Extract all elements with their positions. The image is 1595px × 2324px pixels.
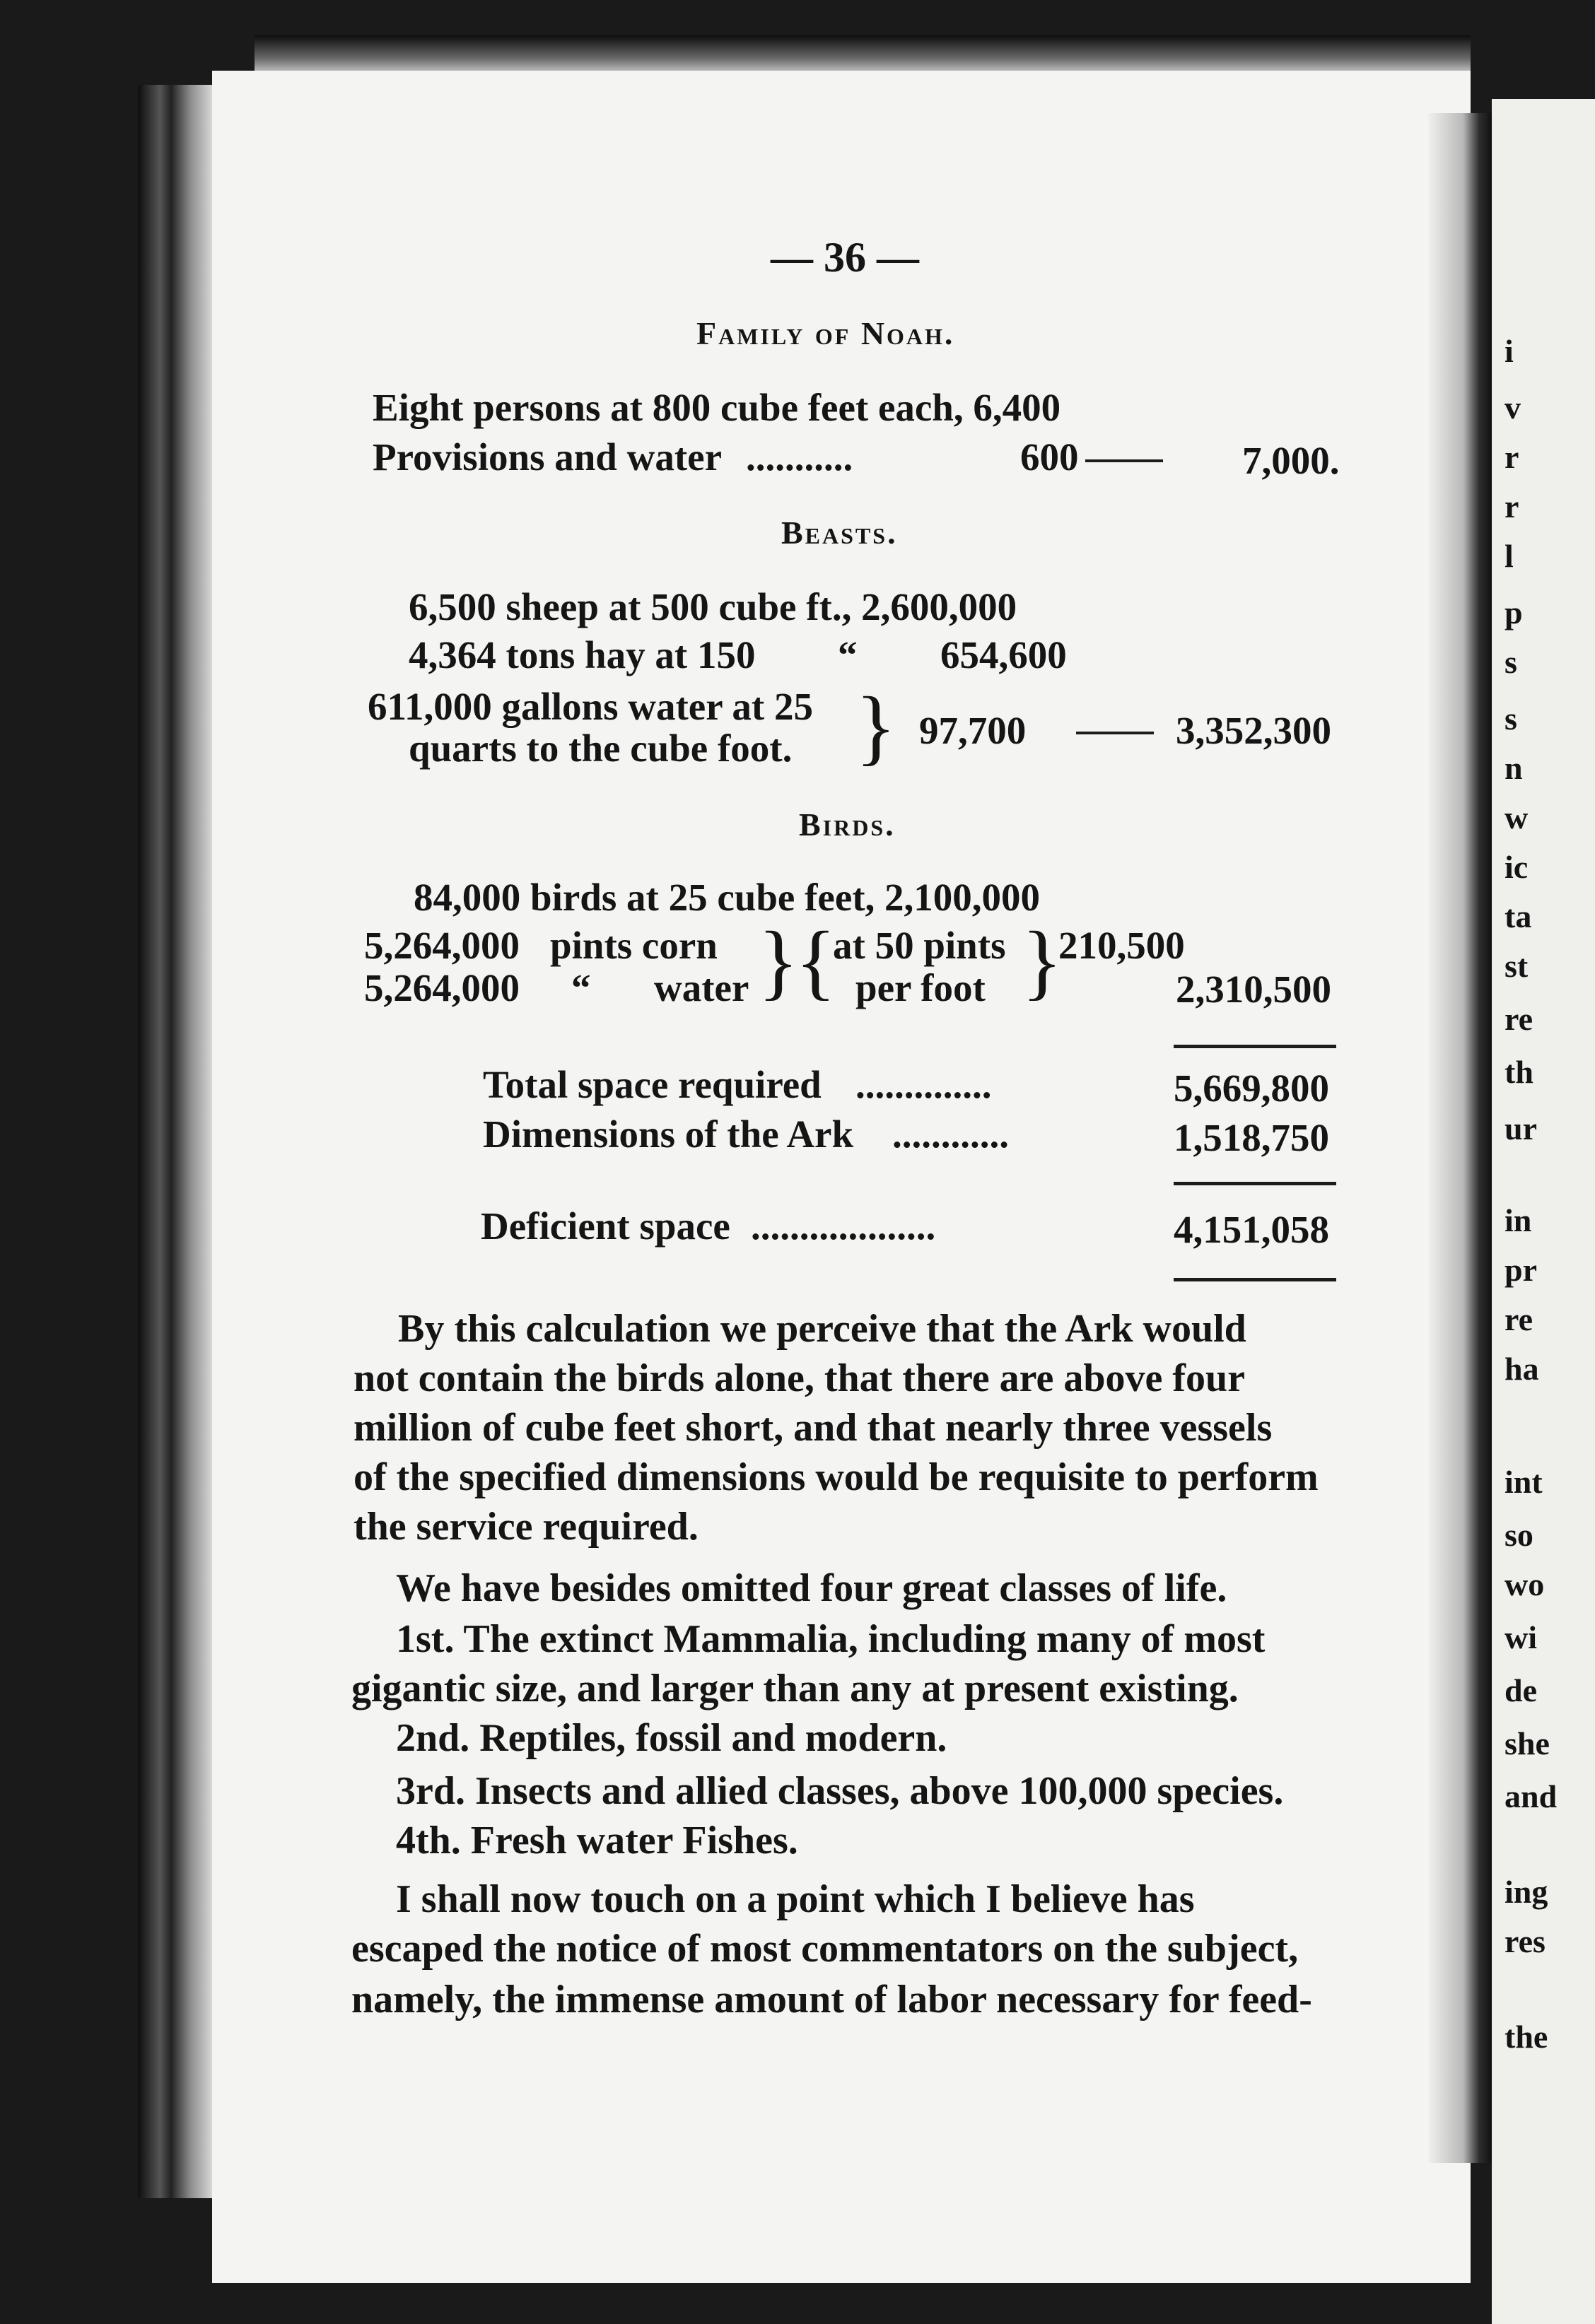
list-item: 2nd. Reptiles, fossil and modern. xyxy=(396,1716,947,1760)
right-brace: } xyxy=(758,914,799,1008)
facing-page-text-fragment: st xyxy=(1505,948,1529,984)
facing-page-text-fragment: wi xyxy=(1505,1619,1537,1655)
family-total: 7,000. xyxy=(1242,439,1340,482)
birds-line-2-qty: 5,264,000 xyxy=(364,924,520,967)
facing-page-text-fragment: s xyxy=(1505,700,1517,736)
total-rule xyxy=(1174,1045,1336,1048)
section-heading-beasts: Beasts. xyxy=(781,515,898,551)
deficient-dots: ................... xyxy=(751,1204,936,1248)
family-line-2-dots: ........... xyxy=(746,435,853,479)
facing-page-text-fragment: re xyxy=(1505,1301,1533,1337)
facing-page-text-fragment: i xyxy=(1505,333,1514,369)
paragraph-line: namely, the immense amount of labor necessary for feed- xyxy=(351,1978,1312,2021)
beasts-line-1: 6,500 sheep at 500 cube ft., 2,600,000 xyxy=(409,585,1017,628)
facing-page-text-fragment: ta xyxy=(1505,898,1532,934)
birds-line-2-item: pints corn xyxy=(550,924,718,967)
facing-page-text-fragment: in xyxy=(1505,1202,1532,1238)
birds-total: 2,310,500 xyxy=(1176,968,1331,1011)
list-item: 1st. The extinct Mammalia, including many of most xyxy=(396,1617,1266,1661)
facing-page-text-fragment: w xyxy=(1505,799,1529,835)
list-item: 3rd. Insects and allied classes, above 100,000 species. xyxy=(396,1769,1284,1813)
paragraph-line: We have besides omitted four great classes of life. xyxy=(396,1566,1227,1610)
birds-line-3-item: water xyxy=(654,966,749,1009)
right-brace: } xyxy=(855,679,896,773)
beasts-line-3b: quarts to the cube foot. xyxy=(409,727,793,770)
facing-page-text-fragment: n xyxy=(1505,750,1523,786)
facing-page-text-fragment: ing xyxy=(1505,1874,1548,1910)
facing-page-text-fragment: p xyxy=(1505,594,1523,630)
facing-page-text-fragment: ic xyxy=(1505,849,1529,885)
section-heading-family: Family of Noah. xyxy=(696,315,955,351)
facing-page-text-fragment: ur xyxy=(1505,1110,1537,1146)
birds-line-3-qty: 5,264,000 xyxy=(364,966,520,1009)
facing-page-text-fragment: int xyxy=(1505,1464,1543,1500)
facing-page-text-fragment: and xyxy=(1505,1778,1558,1814)
deficient-rule-bottom xyxy=(1174,1278,1336,1281)
paragraph-line: not contain the birds alone, that there are above four xyxy=(354,1356,1245,1400)
paragraph-line: escaped the notice of most commentators on the subject, xyxy=(351,1927,1299,1971)
list-item: 4th. Fresh water Fishes. xyxy=(396,1819,798,1862)
facing-page-text-fragment: r xyxy=(1505,488,1519,524)
paragraph-line: of the specified dimensions would be requisite to perform xyxy=(354,1455,1319,1499)
birds-line-2-value: 210,500 xyxy=(1058,924,1185,967)
facing-page-text-fragment: re xyxy=(1505,1001,1533,1037)
total-required-dots: .............. xyxy=(855,1063,992,1106)
beasts-line-3-value: 97,700 xyxy=(919,709,1027,752)
facing-page-text-fragment: she xyxy=(1505,1725,1550,1761)
paragraph-line: I shall now touch on a point which I believe has xyxy=(396,1877,1195,1921)
family-dash xyxy=(1085,459,1163,462)
dimensions-value: 1,518,750 xyxy=(1174,1116,1329,1159)
facing-page-text-fragment: res xyxy=(1505,1923,1546,1959)
family-line-1: Eight persons at 800 cube feet each, 6,400 xyxy=(373,386,1061,429)
facing-page-text-fragment: th xyxy=(1505,1054,1533,1090)
facing-page-text-fragment: pr xyxy=(1505,1252,1537,1288)
beasts-line-3a: 611,000 gallons water at 25 xyxy=(368,685,813,728)
facing-page-text-fragment: the xyxy=(1505,2019,1548,2055)
beasts-line-2-ditto: “ xyxy=(838,633,858,676)
beasts-line-2-value: 654,600 xyxy=(940,633,1067,676)
facing-page-text-fragment: de xyxy=(1505,1672,1537,1708)
facing-page-text-fragment: r xyxy=(1505,439,1519,475)
facing-page-text-fragment: so xyxy=(1505,1517,1533,1553)
deficient-rule-top xyxy=(1174,1182,1336,1185)
right-brace: } xyxy=(1022,914,1063,1008)
facing-page-text-fragment: l xyxy=(1505,538,1514,574)
family-line-2-value: 600 xyxy=(1020,435,1079,479)
left-brace: { xyxy=(795,914,836,1008)
paragraph-line: million of cube feet short, and that nearly three vessels xyxy=(354,1406,1273,1450)
birds-line-3-rate: per foot xyxy=(855,966,986,1009)
paragraph-line: the service required. xyxy=(354,1505,699,1549)
family-line-2-label: Provisions and water xyxy=(373,435,723,479)
facing-page-text-fragment: wo xyxy=(1505,1566,1545,1602)
beasts-dash xyxy=(1076,732,1154,734)
book-gutter xyxy=(1428,113,1492,2163)
page-top-edge xyxy=(255,35,1471,74)
paragraph-line: By this calculation we perceive that the Ark would xyxy=(398,1307,1246,1351)
total-required-value: 5,669,800 xyxy=(1174,1067,1329,1110)
facing-page-text-fragment: ha xyxy=(1505,1351,1539,1387)
page-number: — 36 — xyxy=(771,234,919,281)
section-heading-birds: Birds. xyxy=(799,806,896,843)
deficient-value: 4,151,058 xyxy=(1174,1208,1329,1251)
birds-line-1: 84,000 birds at 25 cube feet, 2,100,000 xyxy=(414,876,1041,919)
total-required-label: Total space required xyxy=(483,1063,822,1106)
beasts-line-2: 4,364 tons hay at 150 xyxy=(409,633,756,676)
dimensions-dots: ............ xyxy=(892,1113,1009,1156)
beasts-total: 3,352,300 xyxy=(1176,709,1331,752)
paragraph-line: gigantic size, and larger than any at present existing. xyxy=(351,1667,1239,1710)
facing-page-text-fragment: s xyxy=(1505,644,1517,680)
facing-page-fragment xyxy=(1492,99,1595,2324)
birds-line-2-rate: at 50 pints xyxy=(833,924,1006,967)
book-spine-edge xyxy=(138,85,212,2198)
facing-page-text-fragment: v xyxy=(1505,389,1521,426)
birds-line-3-ditto: “ xyxy=(571,966,591,1009)
dimensions-label: Dimensions of the Ark xyxy=(483,1113,854,1156)
deficient-label: Deficient space xyxy=(481,1204,730,1248)
